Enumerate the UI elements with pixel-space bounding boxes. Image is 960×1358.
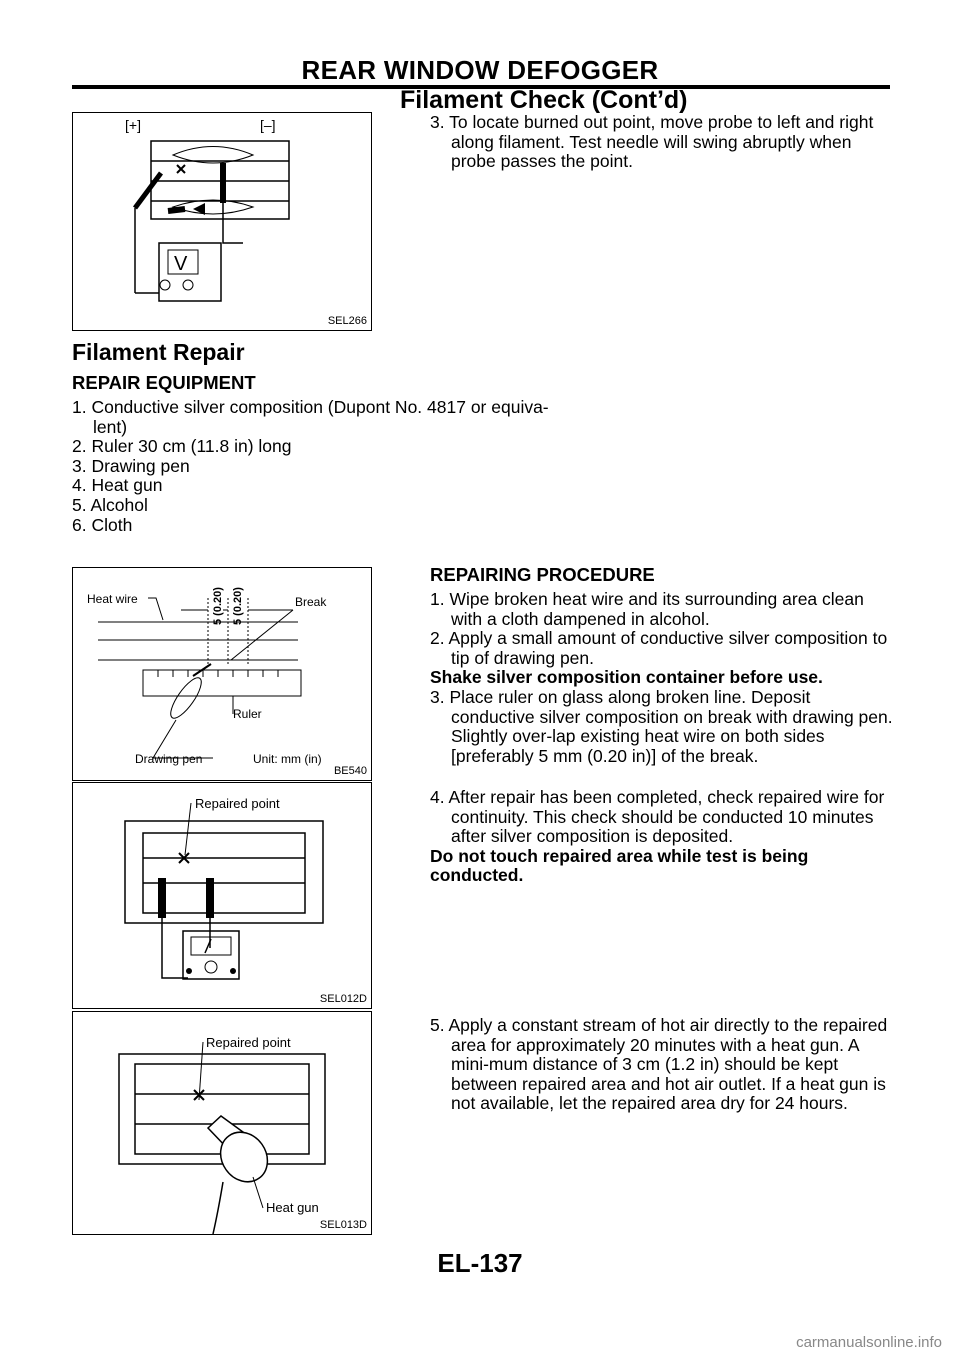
repaired-point-label: Repaired point: [195, 796, 280, 811]
dimension-label-1: 5 (0.20): [212, 587, 224, 625]
check-step-3: 3. To locate burned out point, move probe to left and right along filament. Test needle will swing abruptly when probe passes the point.: [430, 112, 874, 172]
figure-sel013d: [72, 1011, 372, 1235]
procedure-step-4-block: [430, 788, 893, 886]
heat-wire-label: Heat wire: [87, 592, 138, 606]
section-subtitle: Filament Check (Cont’d): [400, 86, 688, 114]
equipment-item: 4. Heat gun: [72, 475, 163, 496]
watermark: carmanualsonline.info: [796, 1334, 942, 1351]
figure-code: BE540: [333, 765, 367, 777]
figure-code: SEL266: [327, 315, 367, 327]
figure-sel266: [72, 112, 372, 331]
equipment-list: [72, 398, 894, 535]
figure-be540: [72, 567, 372, 781]
continuity-check-diagram: [73, 783, 371, 1008]
procedure-step: 5. Apply a constant stream of hot air directly to the repaired area for approximately 20 minutes with a heat gun. A mini-mum distance of 3 cm (1.2 in) should be kept between repaired area and hot air outlet. If a heat gun is not available, let the repaired area dry for 24 hours.: [430, 1015, 888, 1114]
equipment-item: 1. Conductive silver composition (Dupont No. 4817 or equiva-lent): [72, 397, 549, 437]
procedure-steps-1-3: [430, 590, 893, 766]
procedure-step: 1. Wipe broken heat wire and its surrounding area clean with a cloth dampened in alcohol.: [430, 589, 864, 629]
plus-terminal-label: [+]: [125, 117, 141, 133]
procedure-note: Do not touch repaired area while test is being conducted.: [430, 845, 809, 886]
page-title: REAR WINDOW DEFOGGER: [301, 55, 659, 85]
procedure-step: 2. Apply a small amount of conductive silver composition to tip of drawing pen.: [430, 628, 888, 668]
repairing-procedure-heading: REPAIRING PROCEDURE: [430, 564, 655, 585]
procedure-step: 4. After repair has been completed, check repaired wire for continuity. This check should be conducted 10 minutes after silver composition is deposited.: [430, 787, 885, 847]
drawing-pen-label: Drawing pen: [135, 752, 203, 766]
page-number: EL-137: [437, 1248, 523, 1278]
figure-sel012d: [72, 782, 372, 1009]
minus-terminal-label: [–]: [260, 117, 276, 133]
heat-gun-diagram: [73, 1012, 371, 1234]
equipment-item: 6. Cloth: [72, 514, 133, 535]
ruler-label: Ruler: [233, 707, 262, 721]
procedure-step-5-block: [430, 1016, 893, 1114]
unit-label: Unit: mm (in): [253, 752, 322, 766]
equipment-item: 2. Ruler 30 cm (11.8 in) long: [72, 436, 292, 457]
equipment-item: 5. Alcohol: [72, 494, 148, 515]
filament-repair-heading: Filament Repair: [72, 339, 245, 365]
equipment-item: 3. Drawing pen: [72, 455, 190, 476]
break-label: Break: [295, 595, 327, 609]
procedure-note: Shake silver composition container before use.: [430, 667, 823, 688]
heat-gun-label: Heat gun: [266, 1200, 319, 1215]
repair-procedure-diagram: [73, 568, 371, 780]
figure-code: SEL013D: [319, 1219, 367, 1231]
procedure-step: 3. Place ruler on glass along broken line. Deposit conductive silver composition on break with drawing pen. Slightly over-lap existing heat wire on both sides [preferably 5 mm (0.20 in)] of the break.: [430, 686, 893, 766]
repair-equipment-heading: REPAIR EQUIPMENT: [72, 372, 256, 393]
repaired-point-label: Repaired point: [206, 1035, 291, 1050]
dimension-label-2: 5 (0.20): [232, 587, 244, 625]
figure-code: SEL012D: [319, 993, 367, 1005]
voltmeter-label: V: [174, 253, 188, 275]
filament-check-diagram: [73, 113, 371, 330]
